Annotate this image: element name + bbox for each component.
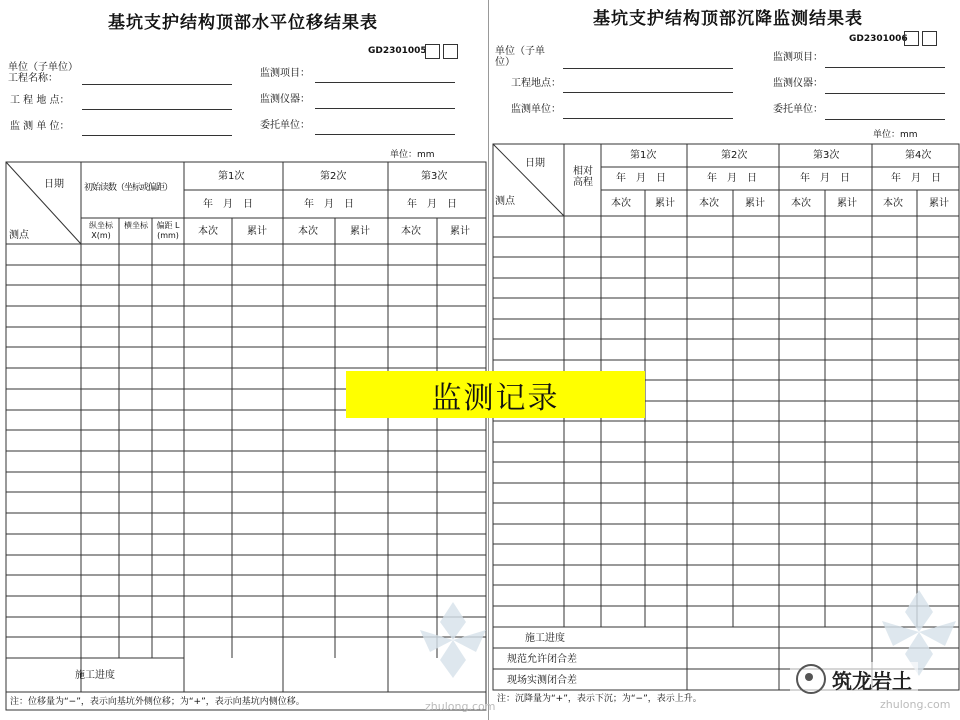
right-note: 注：沉降量为“+”，表示下沉；为“−”，表示上升。 xyxy=(497,694,702,704)
monitoring-record-banner: 监测记录 xyxy=(346,371,645,418)
left-date-label: 日期 xyxy=(44,179,64,190)
right-ymd-4: 年 月 日 xyxy=(891,173,941,184)
right-this-2: 本次 xyxy=(699,198,719,209)
right-this-3: 本次 xyxy=(791,198,811,209)
left-location-label: 工 程 地 点： xyxy=(10,95,70,106)
right-unit-label: 单位（子单位） xyxy=(495,46,545,68)
right-measure-unit: 单位：mm xyxy=(873,130,918,140)
right-monitor-unit-label: 监测单位： xyxy=(511,104,561,115)
right-round-4: 第4次 xyxy=(905,150,932,161)
right-this-1: 本次 xyxy=(611,198,631,209)
right-cum-4: 累计 xyxy=(929,198,949,209)
left-form-code: GD2301005 xyxy=(368,46,427,56)
left-this-1: 本次 xyxy=(198,226,218,237)
left-ymd-3: 年 月 日 xyxy=(407,199,457,210)
left-unit-label: 单位（子单位）工程名称： xyxy=(8,62,78,84)
left-note: 注：位移量为“−”，表示向基坑外侧位移；为“+”，表示向基坑内侧位移。 xyxy=(10,697,305,707)
right-point-label: 测点 xyxy=(495,196,515,207)
right-item-label: 监测项目： xyxy=(773,52,823,63)
left-initial-reading: 初始读数（坐标或偏距） xyxy=(84,183,173,193)
right-instrument-label: 监测仪器： xyxy=(773,78,823,89)
right-cum-3: 累计 xyxy=(837,198,857,209)
watermark-text-left: zhulong.com xyxy=(425,700,496,713)
right-this-4: 本次 xyxy=(883,198,903,209)
right-client-label: 委托单位： xyxy=(773,104,823,115)
brand-logo-icon xyxy=(796,664,826,694)
left-ymd-1: 年 月 日 xyxy=(203,199,253,210)
left-cum-3: 累计 xyxy=(450,226,470,237)
right-ymd-3: 年 月 日 xyxy=(800,173,850,184)
left-progress-label: 施工进度 xyxy=(75,670,115,681)
left-round-2: 第2次 xyxy=(320,171,347,182)
left-ymd-2: 年 月 日 xyxy=(304,199,354,210)
left-instrument-label: 监测仪器： xyxy=(260,94,310,105)
right-actual-label: 现场实测闭合差 xyxy=(507,675,577,686)
right-form-code: GD2301006 xyxy=(849,34,908,44)
right-ymd-2: 年 月 日 xyxy=(707,173,757,184)
left-this-2: 本次 xyxy=(298,226,318,237)
left-form-title: 基坑支护结构顶部水平位移结果表 xyxy=(108,13,378,33)
left-cum-2: 累计 xyxy=(350,226,370,237)
left-monitor-unit-label: 监 测 单 位： xyxy=(10,121,70,132)
right-ymd-1: 年 月 日 xyxy=(616,173,666,184)
right-relative-elev: 相对高程 xyxy=(573,166,593,188)
right-round-2: 第2次 xyxy=(721,150,748,161)
right-allow-label: 规范允许闭合差 xyxy=(507,654,577,665)
left-subcol-1: 纵坐标 X(m) xyxy=(89,221,113,240)
right-cum-2: 累计 xyxy=(745,198,765,209)
brand-watermark xyxy=(790,662,918,696)
right-date-label: 日期 xyxy=(525,158,545,169)
right-round-1: 第1次 xyxy=(630,150,657,161)
left-round-1: 第1次 xyxy=(218,171,245,182)
right-location-label: 工程地点： xyxy=(511,78,561,89)
watermark-logo-left xyxy=(418,600,488,680)
left-this-3: 本次 xyxy=(401,226,421,237)
right-progress-label: 施工进度 xyxy=(525,633,565,644)
left-client-label: 委托单位： xyxy=(260,120,310,131)
left-subcol-3: 偏距 L (mm) xyxy=(156,221,180,240)
right-form-title: 基坑支护结构顶部沉降监测结果表 xyxy=(593,9,863,29)
brand-name: 筑龙岩土 xyxy=(832,668,912,693)
watermark-text-right: zhulong.com xyxy=(880,698,951,711)
left-subcol-2: 横坐标 xyxy=(124,221,148,230)
left-point-label: 测点 xyxy=(9,230,29,241)
left-item-label: 监测项目： xyxy=(260,68,310,79)
left-cum-1: 累计 xyxy=(247,226,267,237)
left-measure-unit: 单位：mm xyxy=(390,150,435,160)
left-round-3: 第3次 xyxy=(421,171,448,182)
right-cum-1: 累计 xyxy=(655,198,675,209)
right-round-3: 第3次 xyxy=(813,150,840,161)
